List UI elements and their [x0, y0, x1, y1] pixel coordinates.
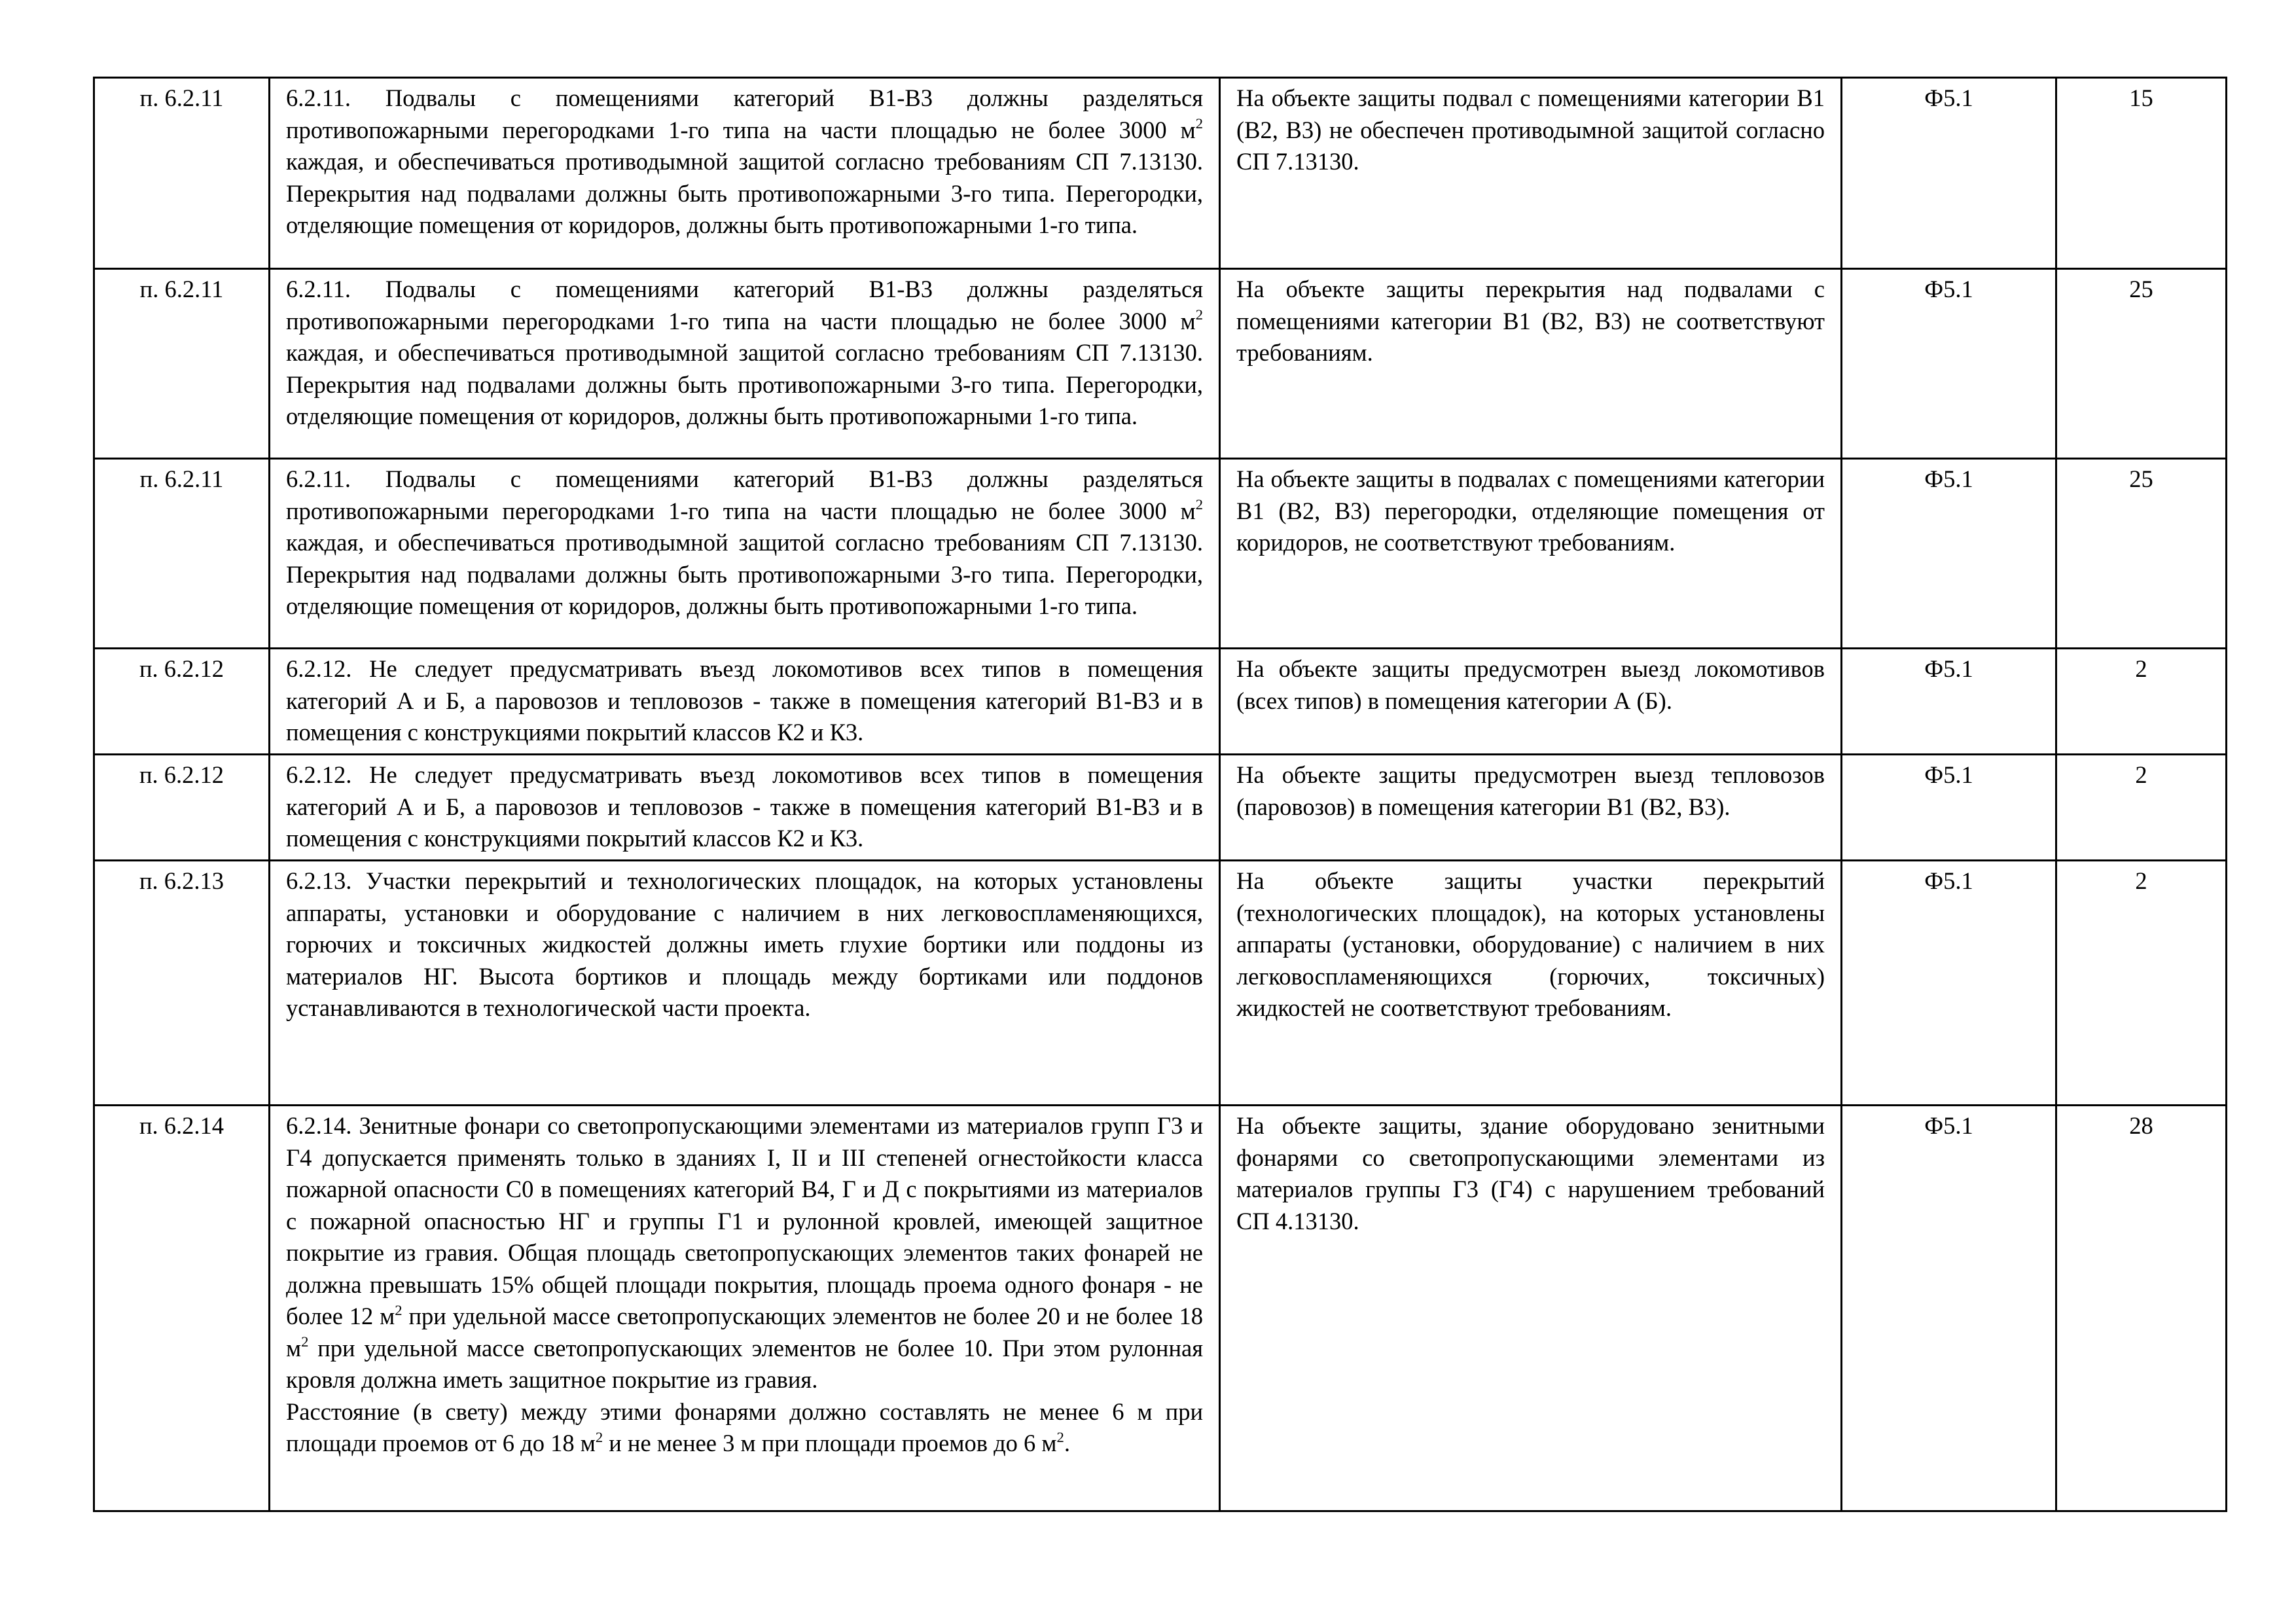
class-cell: Ф5.1 — [1842, 459, 2056, 649]
requirement-cell — [270, 269, 1220, 459]
clause-ref-cell: п. 6.2.12 — [94, 649, 270, 755]
superscript: 2 — [1195, 496, 1203, 513]
violation-cell: На объекте защиты в подвалах с помещениями категории В1 (В2, В3) перегородки, отделяющие помещения от коридоров, не соответствуют требованиям. — [1220, 459, 1842, 649]
count-cell: 28 — [2056, 1106, 2227, 1511]
requirement-text-cont: . — [1064, 1430, 1070, 1456]
superscript: 2 — [1195, 115, 1203, 132]
table-row — [94, 649, 2227, 755]
requirement-text-paragraph: Расстояние (в свету) между этими фонарями должно составлять не менее 6 м при площади проемов от 6 до 18 м — [286, 1398, 1203, 1456]
table-row — [94, 459, 2227, 649]
class-cell: Ф5.1 — [1842, 755, 2056, 861]
table-row — [94, 861, 2227, 1106]
violation-cell: На объекте защиты предусмотрен выезд тепловозов (паровозов) в помещения категории В1 (В2, В3). — [1220, 755, 1842, 861]
violation-cell: На объекте защиты, здание оборудовано зенитными фонарями со светопропускающими элементами из материалов группы Г3 (Г4) с нарушением требований СП 4.13130. — [1220, 1106, 1842, 1511]
requirements-table — [93, 77, 2227, 1512]
requirement-text-cont: каждая, и обеспечиваться противодымной защитой согласно требованиям СП 7.13130. Перекрытия над подвалами должны быть противопожарными 3-го типа. Перегородки, отделяющие помещения от коридоров, должны быть противопожарными 1-го типа. — [286, 529, 1203, 619]
requirement-text-cont: и не менее 3 м при площади проемов до 6 м — [603, 1430, 1057, 1456]
violation-cell: На объекте защиты предусмотрен выезд локомотивов (всех типов) в помещения категории А (Б). — [1220, 649, 1842, 755]
class-cell: Ф5.1 — [1842, 269, 2056, 459]
superscript: 2 — [1195, 306, 1203, 323]
violation-cell: На объекте защиты участки перекрытий (технологических площадок), на которых установлены аппараты (установки, оборудование) с наличием в них легковоспламеняющихся (горючих, токсичных) жидкостей не соответствуют требованиям. — [1220, 861, 1842, 1106]
count-cell: 25 — [2056, 459, 2227, 649]
clause-ref-cell: п. 6.2.11 — [94, 78, 270, 269]
superscript: 2 — [595, 1428, 603, 1445]
requirement-text-cont: каждая, и обеспечиваться противодымной защитой согласно требованиям СП 7.13130. Перекрытия над подвалами должны быть противопожарными 3-го типа. Перегородки, отделяющие помещения от коридоров, должны быть противопожарными 1-го типа. — [286, 339, 1203, 429]
class-cell: Ф5.1 — [1842, 649, 2056, 755]
count-cell: 2 — [2056, 755, 2227, 861]
requirement-text: 6.2.11. Подвалы с помещениями категорий В1-В3 должны разделяться противопожарными перегородками 1-го типа на части площадью не более 3000 м — [286, 84, 1203, 143]
clause-ref-cell: п. 6.2.13 — [94, 861, 270, 1106]
table-row — [94, 269, 2227, 459]
count-cell: 2 — [2056, 649, 2227, 755]
requirement-text-cont: при удельной массе светопропускающих элементов не более 20 и не более 18 м — [286, 1303, 1204, 1362]
superscript: 2 — [1056, 1428, 1064, 1445]
superscript: 2 — [301, 1333, 309, 1350]
class-cell: Ф5.1 — [1842, 861, 2056, 1106]
requirement-cell — [270, 78, 1220, 269]
requirement-cell: 6.2.12. Не следует предусматривать въезд локомотивов всех типов в помещения категорий А и Б, а паровозов и тепловозов - также в помещения категорий В1-В3 и в помещения с конструкциями покрытий классов К2 и К3. — [270, 755, 1220, 861]
table-row — [94, 1106, 2227, 1511]
violation-cell: На объекте защиты перекрытия над подвалами с помещениями категории В1 (В2, В3) не соответствуют требованиям. — [1220, 269, 1842, 459]
requirement-cell — [270, 459, 1220, 649]
count-cell: 2 — [2056, 861, 2227, 1106]
requirement-text: 6.2.11. Подвалы с помещениями категорий В1-В3 должны разделяться противопожарными перегородками 1-го типа на части площадью не более 3000 м — [286, 276, 1203, 334]
count-cell: 25 — [2056, 269, 2227, 459]
table-row — [94, 78, 2227, 269]
clause-ref-cell: п. 6.2.11 — [94, 459, 270, 649]
requirement-cell: 6.2.12. Не следует предусматривать въезд локомотивов всех типов в помещения категорий А и Б, а паровозов и тепловозов - также в помещения категорий В1-В3 и в помещения с конструкциями покрытий классов К2 и К3. — [270, 649, 1220, 755]
requirement-cell — [270, 1106, 1220, 1511]
requirement-text: 6.2.11. Подвалы с помещениями категорий В1-В3 должны разделяться противопожарными перегородками 1-го типа на части площадью не более 3000 м — [286, 465, 1203, 524]
clause-ref-cell: п. 6.2.11 — [94, 269, 270, 459]
clause-ref-cell: п. 6.2.14 — [94, 1106, 270, 1511]
count-cell: 15 — [2056, 78, 2227, 269]
requirement-text-cont: при удельной массе светопропускающих элементов не более 10. При этом рулонная кровля должна иметь защитное покрытие из гравия. — [286, 1334, 1203, 1393]
clause-ref-cell: п. 6.2.12 — [94, 755, 270, 861]
violation-cell: На объекте защиты подвал с помещениями категории В1 (В2, В3) не обеспечен противодымной защитой согласно СП 7.13130. — [1220, 78, 1842, 269]
superscript: 2 — [395, 1301, 403, 1318]
requirement-text-cont: каждая, и обеспечиваться противодымной защитой согласно требованиям СП 7.13130. Перекрытия над подвалами должны быть противопожарными 3-го типа. Перегородки, отделяющие помещения от коридоров, должны быть противопожарными 1-го типа. — [286, 148, 1203, 238]
requirement-text: 6.2.14. Зенитные фонари со светопропускающими элементами из материалов групп Г3 и Г4 допускается применять только в зданиях I, II и III степеней огнестойкости класса пожарной опасности С0 в помещениях категорий В4, Г и Д с покрытиями из материалов с пожарной опасностью НГ и группы Г1 и рулонной кровлей, имеющей защитное покрытие из гравия. Общая площадь светопропускающих элементов таких фонарей не должна превышать 15% общей площади покрытия, площадь проема одного фонаря - не более 12 м — [286, 1112, 1203, 1329]
class-cell: Ф5.1 — [1842, 78, 2056, 269]
requirement-cell: 6.2.13. Участки перекрытий и технологических площадок, на которых установлены аппараты, установки и оборудование с наличием в них легковоспламеняющихся, горючих и токсичных жидкостей должны иметь глухие бортики или поддоны из материалов НГ. Высота бортиков и площадь между бортиками или поддонов устанавливаются в технологической части проекта. — [270, 861, 1220, 1106]
class-cell: Ф5.1 — [1842, 1106, 2056, 1511]
table-row — [94, 755, 2227, 861]
